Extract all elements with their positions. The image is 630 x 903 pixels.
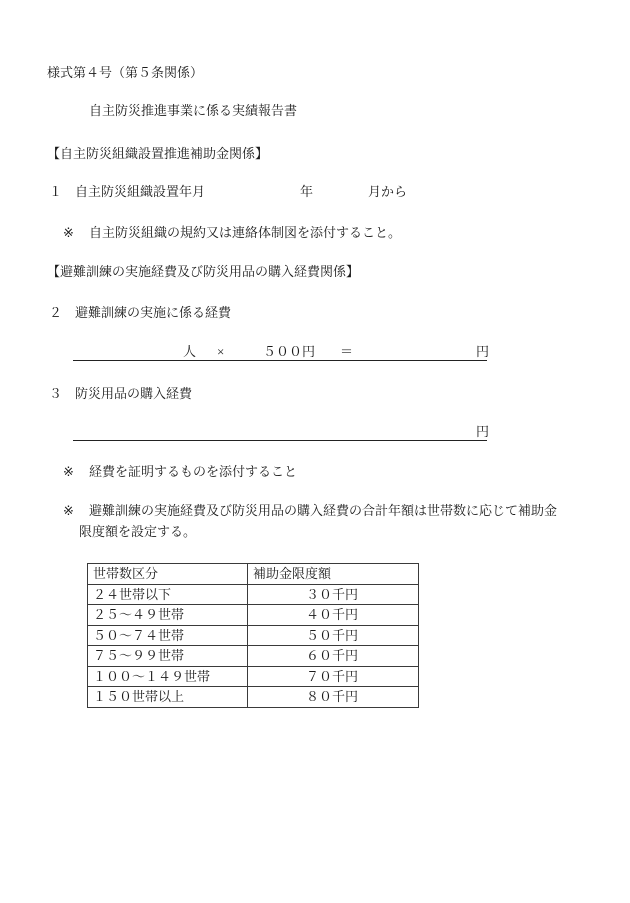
note-mark: ※ <box>63 503 74 518</box>
formula-equals-sign: ＝ <box>340 344 354 359</box>
household-range-cell: ２５～４９世帯 <box>88 605 248 626</box>
item1-number: １ <box>49 184 63 199</box>
table-row <box>88 646 419 667</box>
note1-text: 経費を証明するものを添付すること <box>89 464 298 479</box>
section1-heading: 【自主防災組織設置推進補助金関係】 <box>47 146 269 161</box>
subsidy-limit-cell: ４０千円 <box>248 605 419 626</box>
note2-text-line2: 限度額を設定する。 <box>79 524 197 539</box>
item2-label: 避難訓練の実施に係る経費 <box>75 305 232 320</box>
table-row <box>88 605 419 626</box>
item3-number: ３ <box>49 386 63 401</box>
household-range-cell: ５０～７４世帯 <box>88 625 248 646</box>
table-row <box>88 687 419 708</box>
formula-underline <box>73 360 487 361</box>
item3-underline <box>73 440 487 441</box>
item1-month-label: 月から <box>368 184 408 199</box>
table-row <box>88 625 419 646</box>
subsidy-limit-cell: ８０千円 <box>248 687 419 708</box>
item1-label: 自主防災組織設置年月 <box>75 184 206 199</box>
note-mark: ※ <box>63 225 74 240</box>
household-range-cell: ７５～９９世帯 <box>88 646 248 667</box>
item3-label: 防災用品の購入経費 <box>75 386 193 401</box>
item2-number: ２ <box>49 305 63 320</box>
subsidy-limit-cell: ５０千円 <box>248 625 419 646</box>
section2-heading: 【避難訓練の実施経費及び防災用品の購入経費関係】 <box>47 264 360 279</box>
document-title: 自主防災推進事業に係る実績報告書 <box>89 103 298 118</box>
subsidy-limit-cell: ３０千円 <box>248 584 419 605</box>
form-number: 様式第４号（第５条関係） <box>47 65 204 80</box>
item3-yen-unit: 円 <box>476 424 490 439</box>
section1-note-text: 自主防災組織の規約又は連絡体制図を添付すること。 <box>89 225 402 240</box>
formula-persons-unit: 人 <box>183 344 197 359</box>
formula-unit-price: ５００円 <box>263 344 316 359</box>
household-range-cell: １００～１４９世帯 <box>88 666 248 687</box>
item1-year-label: 年 <box>300 184 314 199</box>
table-header-row <box>88 564 419 585</box>
header-subsidy-limit: 補助金限度額 <box>248 564 419 585</box>
subsidy-limit-cell: ７０千円 <box>248 666 419 687</box>
subsidy-limit-cell: ６０千円 <box>248 646 419 667</box>
subsidy-limit-table <box>87 563 419 708</box>
note2-text-line1: 避難訓練の実施経費及び防災用品の購入経費の合計年額は世帯数に応じて補助金 <box>89 503 558 518</box>
formula-yen-unit: 円 <box>476 344 490 359</box>
household-range-cell: １５０世帯以上 <box>88 687 248 708</box>
table-row <box>88 666 419 687</box>
header-household-range: 世帯数区分 <box>88 564 248 585</box>
note-mark: ※ <box>63 464 74 479</box>
table-row <box>88 584 419 605</box>
formula-times-sign: × <box>217 344 225 359</box>
household-range-cell: ２４世帯以下 <box>88 584 248 605</box>
